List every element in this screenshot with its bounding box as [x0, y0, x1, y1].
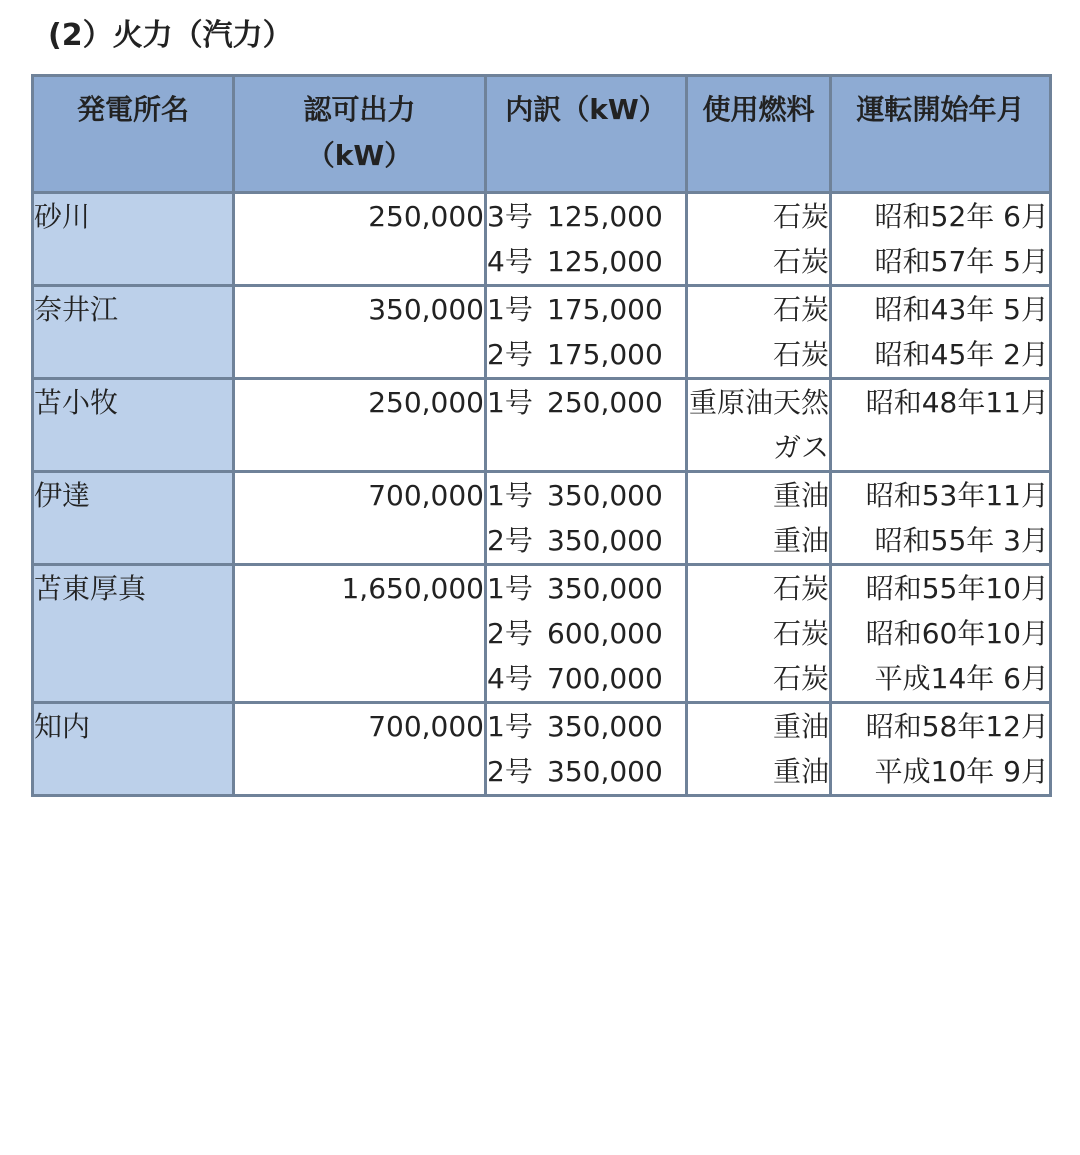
table-row — [33, 379, 1051, 472]
fuel-cell — [687, 703, 831, 796]
header-start-date: 運転開始年月 — [831, 76, 1051, 193]
start-date-entry: 昭和57年 5月 — [874, 245, 1049, 278]
unit-number: 3号 — [487, 200, 533, 233]
fuel-cell — [687, 193, 831, 286]
unit-breakdown-cell — [486, 379, 687, 472]
unit-number: 2号 — [487, 524, 533, 557]
table-row — [33, 472, 1051, 565]
start-date-cell — [831, 193, 1051, 286]
fuel-entry: 重油 — [772, 710, 829, 743]
fuel-cell — [687, 565, 831, 703]
table-header-row — [33, 76, 1051, 193]
unit-breakdown-cell — [486, 565, 687, 703]
unit-number: 2号 — [487, 617, 533, 650]
plant-name-cell: 奈井江 — [33, 286, 234, 379]
section-title: (2）火力（汽力） — [48, 18, 293, 53]
start-date-entry: 昭和52年 6月 — [874, 200, 1049, 233]
unit-number: 2号 — [487, 338, 533, 371]
table-body — [33, 193, 1051, 796]
start-date-entry: 昭和55年 3月 — [874, 524, 1049, 557]
plant-name-cell: 砂川 — [33, 193, 234, 286]
table-row — [33, 286, 1051, 379]
plant-name-cell: 苫東厚真 — [33, 565, 234, 703]
unit-breakdown-cell — [486, 286, 687, 379]
fuel-entry: 石炭 — [772, 338, 829, 371]
unit-output: 350,000 — [547, 572, 663, 605]
table-row — [33, 565, 1051, 703]
header-plant-name: 発電所名 — [33, 76, 234, 193]
fuel-entry: 重油 — [772, 524, 829, 557]
start-date-entry: 平成14年 6月 — [874, 662, 1049, 695]
capacity-cell: 700,000 — [234, 472, 486, 565]
unit-line — [487, 704, 685, 749]
fuel-entry: 重油 — [772, 479, 829, 512]
unit-output: 175,000 — [547, 293, 663, 326]
unit-line — [487, 518, 685, 563]
unit-number: 1号 — [487, 386, 533, 419]
unit-output: 700,000 — [547, 662, 663, 695]
start-date-cell — [831, 703, 1051, 796]
fuel-cell — [687, 286, 831, 379]
header-unit-breakdown: 内訳（kW） — [486, 76, 687, 193]
unit-line — [487, 611, 685, 656]
start-date-entry: 昭和60年10月 — [865, 617, 1049, 650]
unit-output: 600,000 — [547, 617, 663, 650]
unit-output: 350,000 — [547, 755, 663, 788]
unit-number: 2号 — [487, 755, 533, 788]
fuel-entry: 石炭 — [772, 200, 829, 233]
start-date-entry: 平成10年 9月 — [874, 755, 1049, 788]
capacity-cell: 250,000 — [234, 193, 486, 286]
unit-output: 350,000 — [547, 524, 663, 557]
start-date-cell — [831, 379, 1051, 472]
start-date-entry: 昭和58年12月 — [865, 710, 1049, 743]
plant-name-cell: 知内 — [33, 703, 234, 796]
fuel-entry: 石炭 — [772, 617, 829, 650]
unit-line — [487, 332, 685, 377]
fuel-entry: 石炭 — [772, 245, 829, 278]
start-date-entry: 昭和43年 5月 — [874, 293, 1049, 326]
unit-output: 175,000 — [547, 338, 663, 371]
header-capacity — [234, 76, 486, 193]
start-date-cell — [831, 286, 1051, 379]
fuel-entry: 重油 — [772, 755, 829, 788]
unit-line — [487, 656, 685, 701]
unit-line — [487, 749, 685, 794]
unit-output: 350,000 — [547, 710, 663, 743]
unit-line — [487, 287, 685, 332]
unit-number: 1号 — [487, 479, 533, 512]
header-capacity-line2: （kW） — [306, 139, 413, 172]
thermal-power-table — [31, 74, 1052, 797]
table-row — [33, 703, 1051, 796]
unit-breakdown-cell — [486, 472, 687, 565]
unit-output: 250,000 — [547, 386, 663, 419]
start-date-entry: 昭和53年11月 — [865, 479, 1049, 512]
unit-number: 1号 — [487, 710, 533, 743]
unit-breakdown-cell — [486, 193, 687, 286]
unit-line — [487, 380, 685, 425]
unit-line — [487, 473, 685, 518]
table-row — [33, 193, 1051, 286]
plant-name-cell: 苫小牧 — [33, 379, 234, 472]
capacity-cell: 350,000 — [234, 286, 486, 379]
fuel-cell — [687, 379, 831, 472]
start-date-entry: 昭和45年 2月 — [874, 338, 1049, 371]
unit-output: 125,000 — [547, 200, 663, 233]
fuel-entry: 石炭 — [772, 293, 829, 326]
start-date-entry: 昭和48年11月 — [865, 386, 1049, 419]
unit-line — [487, 239, 685, 284]
unit-number: 4号 — [487, 662, 533, 695]
header-capacity-line1: 認可出力 — [303, 93, 416, 126]
fuel-entry: 石炭 — [772, 572, 829, 605]
unit-output: 125,000 — [547, 245, 663, 278]
start-date-cell — [831, 565, 1051, 703]
unit-line — [487, 194, 685, 239]
header-fuel: 使用燃料 — [687, 76, 831, 193]
capacity-cell: 700,000 — [234, 703, 486, 796]
unit-output: 350,000 — [547, 479, 663, 512]
capacity-cell: 250,000 — [234, 379, 486, 472]
unit-line — [487, 566, 685, 611]
plant-name-cell: 伊達 — [33, 472, 234, 565]
unit-number: 4号 — [487, 245, 533, 278]
fuel-entry: 重原油天然ガス — [688, 386, 829, 464]
unit-number: 1号 — [487, 293, 533, 326]
start-date-cell — [831, 472, 1051, 565]
unit-breakdown-cell — [486, 703, 687, 796]
start-date-entry: 昭和55年10月 — [865, 572, 1049, 605]
capacity-cell: 1,650,000 — [234, 565, 486, 703]
unit-number: 1号 — [487, 572, 533, 605]
fuel-entry: 石炭 — [772, 662, 829, 695]
fuel-cell — [687, 472, 831, 565]
